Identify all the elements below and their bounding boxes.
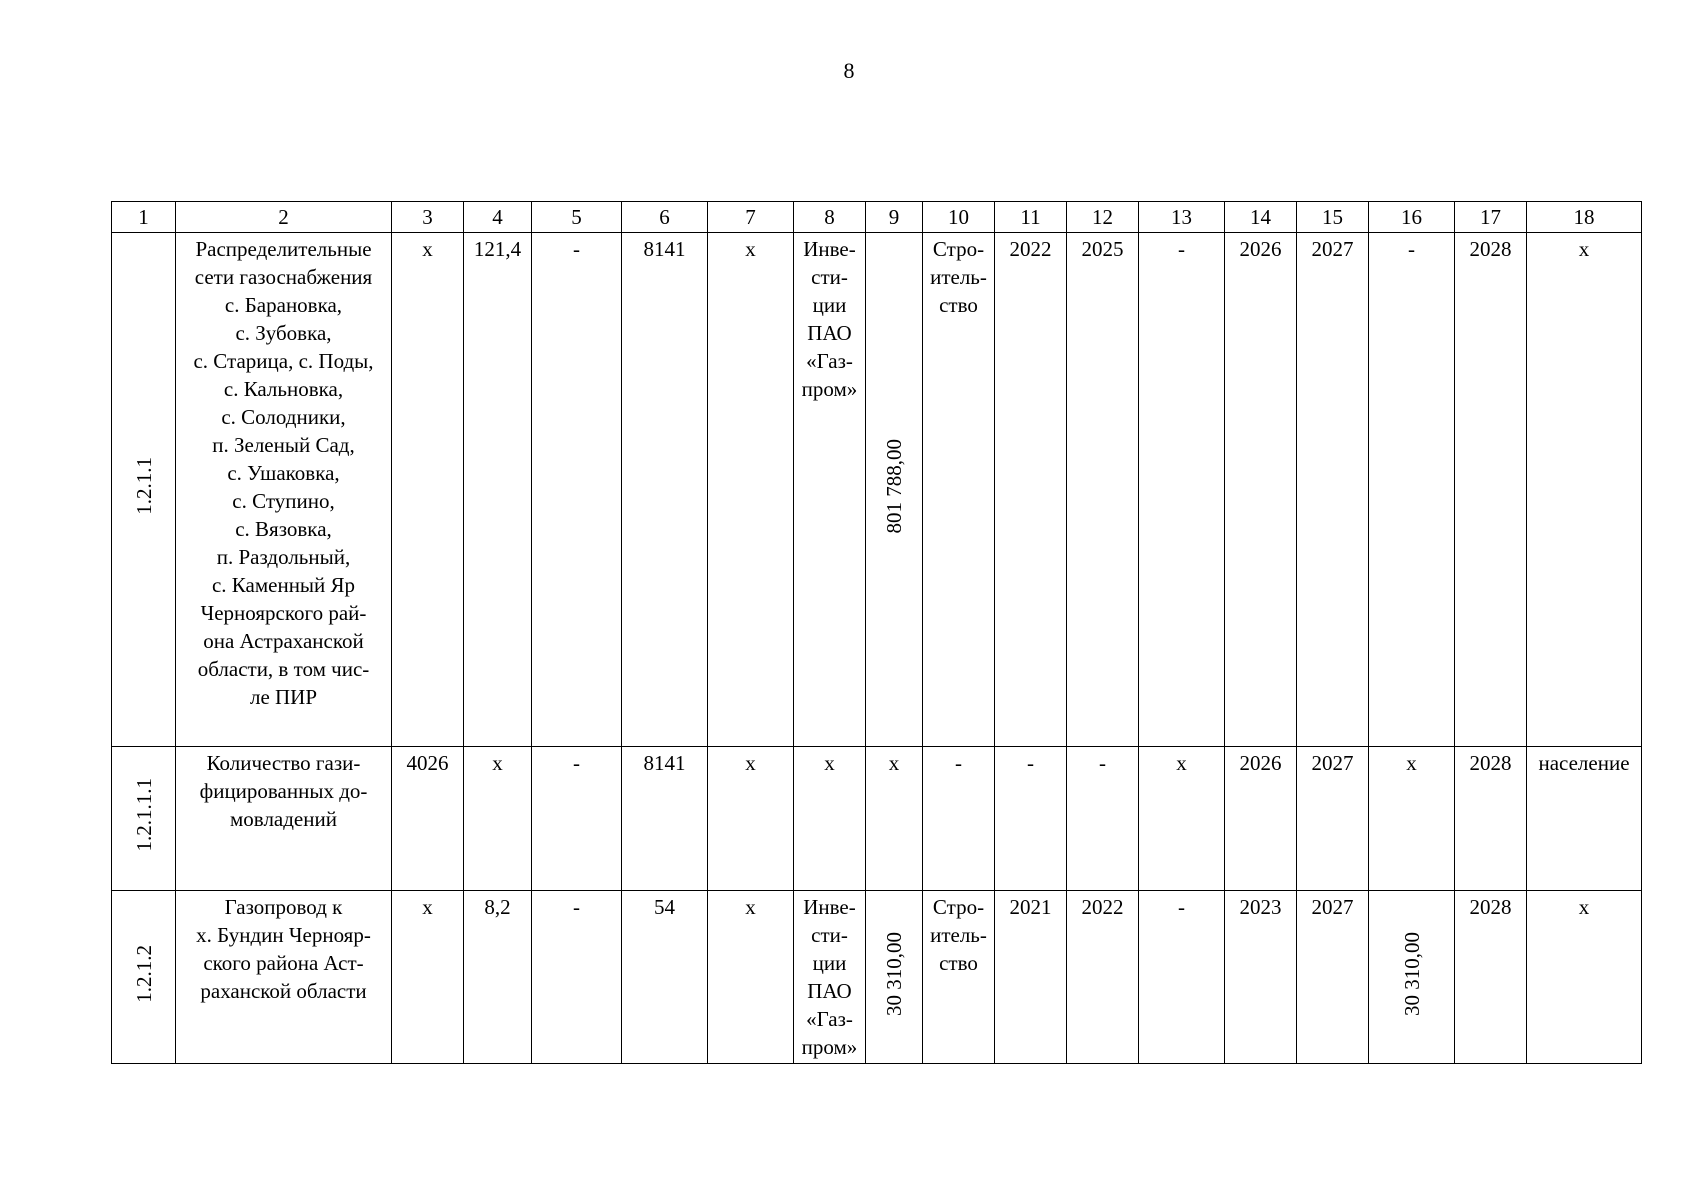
col-header-4: 4: [464, 202, 532, 233]
object-name-line: с. Барановка,: [224, 293, 343, 317]
program-table: [111, 201, 1642, 1064]
cell-col7: х: [708, 233, 794, 747]
cell-col11: 2021: [995, 891, 1067, 1064]
cell-col3: 4026: [392, 747, 464, 891]
object-name-line: области, в том чис-: [197, 657, 370, 681]
object-name-line: Распределительные: [195, 237, 372, 261]
cell-col17: 2028: [1455, 891, 1527, 1064]
object-name-line: она Астраханской: [203, 629, 364, 653]
cell-col3: х: [392, 233, 464, 747]
object-name-line: х. Бундин Чернояр-: [196, 923, 371, 947]
cell-col18: х: [1527, 891, 1642, 1064]
cell-col8: [794, 233, 866, 747]
col-header-2: 2: [176, 202, 392, 233]
funding-source-line: сти-: [811, 265, 848, 289]
cell-col16: -: [1369, 233, 1455, 747]
object-name-line: с. Каменный Яр: [211, 573, 356, 597]
cell-col16: х: [1369, 747, 1455, 891]
object-name-line: с. Ушаковка,: [227, 461, 340, 485]
cell-col7: х: [708, 747, 794, 891]
cost-value: 30 310,00: [882, 931, 906, 1016]
object-name-cell: [176, 747, 392, 891]
object-name-line: фицированных до-: [199, 779, 368, 803]
work-type-line: итель-: [930, 265, 987, 289]
row-code: 1.2.1.1.1: [131, 778, 156, 852]
col-header-18: 18: [1527, 202, 1642, 233]
funding-source-line: ПАО: [807, 979, 852, 1003]
funding-source-line: ПАО: [807, 321, 852, 345]
cell-col9: х: [866, 747, 923, 891]
cell-col8: х: [794, 747, 866, 891]
row-code-cell: [112, 747, 176, 891]
funding-source-line: «Газ-: [806, 349, 853, 373]
col-header-10: 10: [923, 202, 995, 233]
cell-col7: х: [708, 891, 794, 1064]
funding-source-line: сти-: [811, 923, 848, 947]
cell-col9: [866, 233, 923, 747]
col-header-15: 15: [1297, 202, 1369, 233]
object-name-line: ле ПИР: [249, 685, 318, 709]
cell-col4: 8,2: [464, 891, 532, 1064]
object-name-line: п. Зеленый Сад,: [212, 433, 355, 457]
cell-col17: 2028: [1455, 747, 1527, 891]
cost-value: 801 788,00: [882, 438, 906, 534]
funding-source-line: «Газ-: [806, 1007, 853, 1031]
cell-col13: -: [1139, 891, 1225, 1064]
cell-col13: -: [1139, 233, 1225, 747]
cell-col8: [794, 891, 866, 1064]
funding-source-line: Инве-: [803, 237, 856, 261]
col-header-12: 12: [1067, 202, 1139, 233]
row-code-cell: [112, 233, 176, 747]
object-name-line: с. Кальновка,: [223, 377, 344, 401]
cell-col12: 2025: [1067, 233, 1139, 747]
table-row: [112, 747, 1642, 891]
col-header-5: 5: [532, 202, 622, 233]
cell-col14: 2026: [1225, 233, 1297, 747]
object-name-line: мовладений: [230, 807, 337, 831]
funding-source-line: Инве-: [803, 895, 856, 919]
object-name-line: с. Зубовка,: [235, 321, 332, 345]
col-header-3: 3: [392, 202, 464, 233]
object-name-line: Газопровод к: [224, 895, 343, 919]
cell-col15: 2027: [1297, 891, 1369, 1064]
cell-col12: -: [1067, 747, 1139, 891]
table-row: [112, 891, 1642, 1064]
work-type-line: ство: [939, 951, 978, 975]
column-number-row: [112, 202, 1642, 233]
cell-col14: 2023: [1225, 891, 1297, 1064]
row-code: 1.2.1.1: [131, 457, 156, 515]
object-name-line: ского района Аст-: [203, 951, 364, 975]
cell-col11: -: [995, 747, 1067, 891]
col-header-14: 14: [1225, 202, 1297, 233]
cell-col5: -: [532, 233, 622, 747]
cell-col11: 2022: [995, 233, 1067, 747]
cell-col16: [1369, 891, 1455, 1064]
cell-col13: х: [1139, 747, 1225, 891]
cell-col12: 2022: [1067, 891, 1139, 1064]
object-name-line: с. Старица, с. Поды,: [193, 349, 374, 373]
cell-col3: х: [392, 891, 464, 1064]
cell-col10: -: [923, 747, 995, 891]
col-header-8: 8: [794, 202, 866, 233]
col-header-7: 7: [708, 202, 794, 233]
cell-col5: -: [532, 747, 622, 891]
cell-col6: 54: [622, 891, 708, 1064]
work-type-line: Стро-: [932, 237, 985, 261]
object-name-line: с. Вязовка,: [235, 517, 332, 541]
cell-col6: 8141: [622, 233, 708, 747]
col-header-9: 9: [866, 202, 923, 233]
col-header-17: 17: [1455, 202, 1527, 233]
cell-col9: [866, 891, 923, 1064]
table-row: [112, 233, 1642, 747]
object-name-cell: [176, 233, 392, 747]
object-name-line: Количество гази-: [206, 751, 361, 775]
col-header-6: 6: [622, 202, 708, 233]
cell-col18: население: [1527, 747, 1642, 891]
cell-col18: х: [1527, 233, 1642, 747]
cell-col4: 121,4: [464, 233, 532, 747]
row-code-cell: [112, 891, 176, 1064]
object-name-line: Черноярского рай-: [200, 601, 367, 625]
funding-source-line: ции: [812, 293, 847, 317]
col-header-1: 1: [112, 202, 176, 233]
row-code: 1.2.1.2: [131, 944, 156, 1003]
object-name-line: п. Раздольный,: [216, 545, 351, 569]
object-name-line: с. Ступино,: [232, 489, 335, 513]
cost-value: 30 310,00: [1399, 931, 1424, 1016]
object-name-cell: [176, 891, 392, 1064]
object-name-line: с. Солодники,: [221, 405, 346, 429]
object-name-line: сети газоснабжения: [194, 265, 373, 289]
cell-col10: [923, 233, 995, 747]
cell-col6: 8141: [622, 747, 708, 891]
work-type-line: итель-: [930, 923, 987, 947]
funding-source-line: ции: [812, 951, 847, 975]
page-number: 8: [843, 58, 855, 83]
work-type-line: ство: [939, 293, 978, 317]
funding-source-line: пром»: [801, 377, 858, 401]
col-header-13: 13: [1139, 202, 1225, 233]
cell-col14: 2026: [1225, 747, 1297, 891]
funding-source-line: пром»: [801, 1035, 858, 1059]
cell-col15: 2027: [1297, 233, 1369, 747]
col-header-11: 11: [995, 202, 1067, 233]
cell-col5: -: [532, 891, 622, 1064]
object-name-line: раханской области: [200, 979, 367, 1003]
cell-col10: [923, 891, 995, 1064]
cell-col17: 2028: [1455, 233, 1527, 747]
col-header-16: 16: [1369, 202, 1455, 233]
cell-col4: х: [464, 747, 532, 891]
cell-col15: 2027: [1297, 747, 1369, 891]
work-type-line: Стро-: [932, 895, 985, 919]
